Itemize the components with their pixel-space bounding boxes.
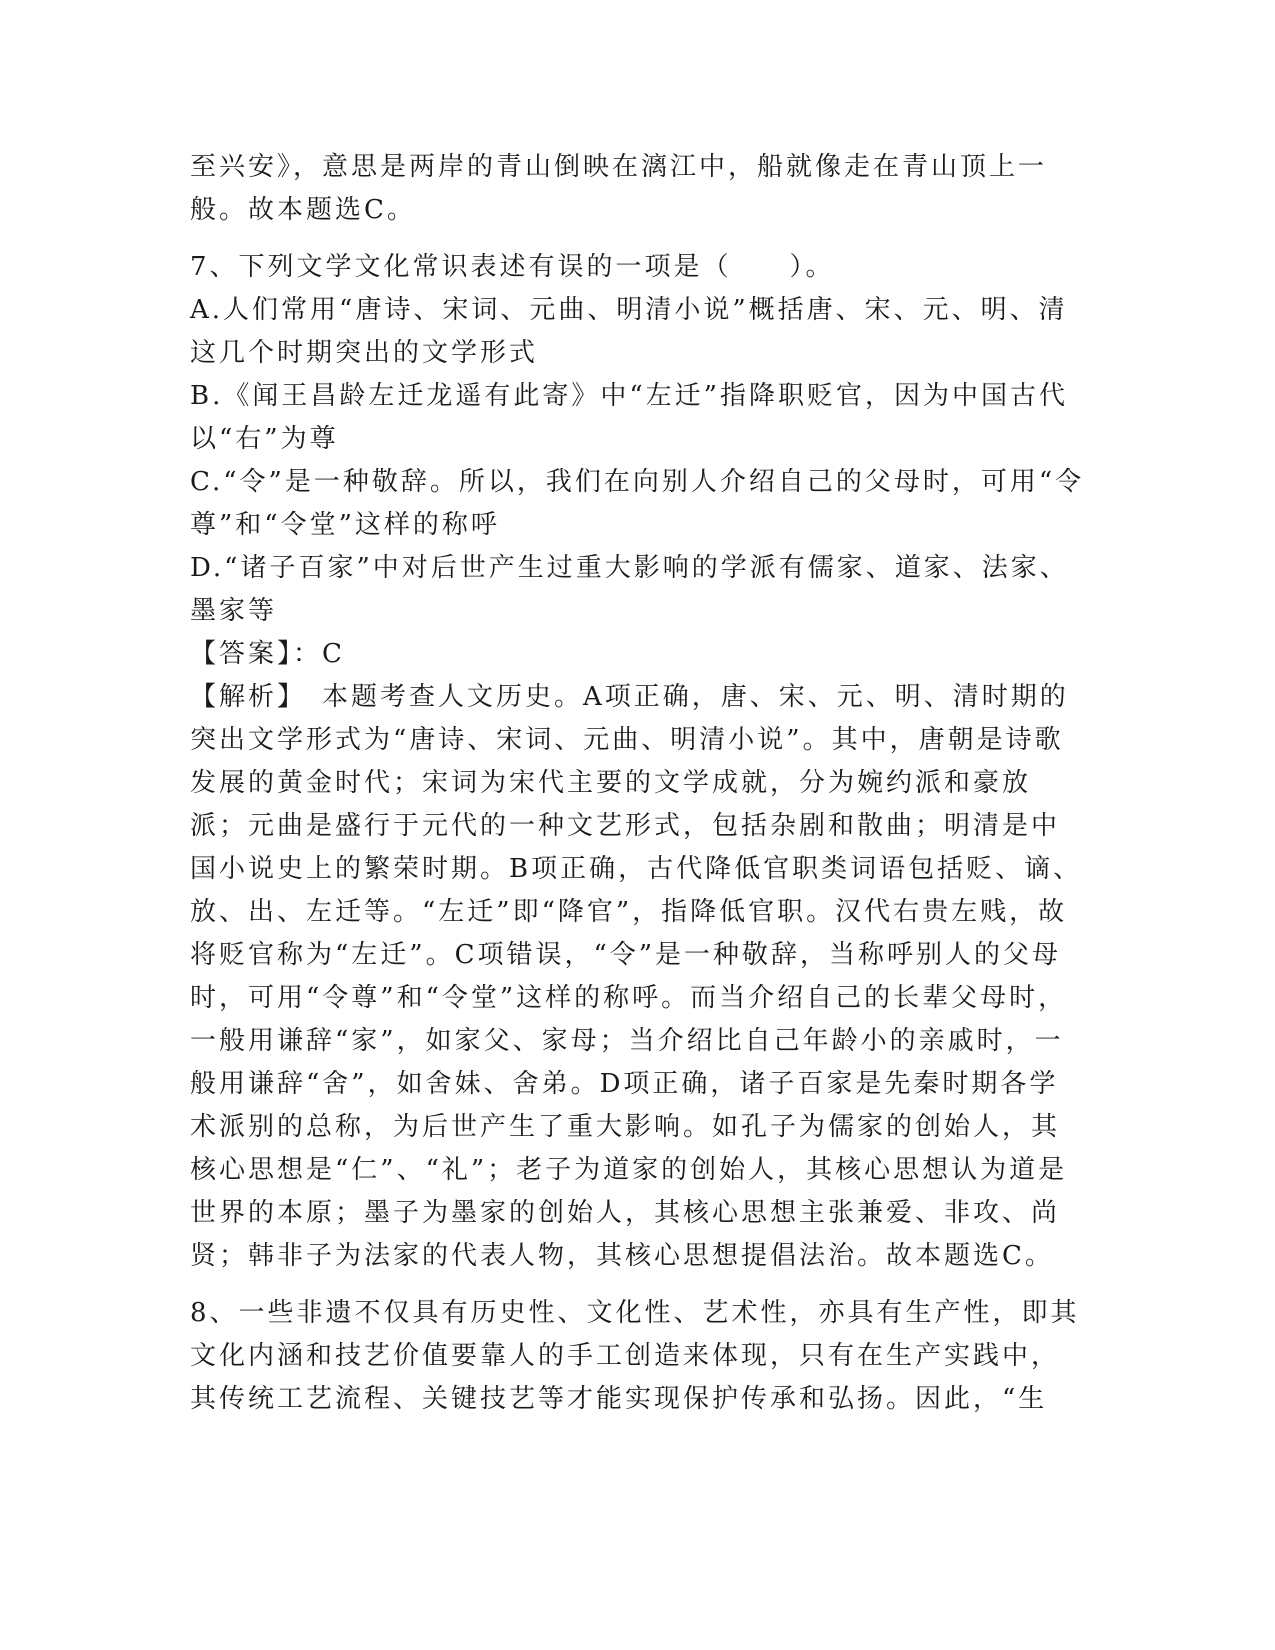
question-7-option-c: C.“令”是一种敬辞。所以，我们在向别人介绍自己的父母时，可用“令尊”和“令堂”这样的称呼 (190, 467, 1085, 540)
analysis-label: 【解析】 (190, 682, 294, 712)
document-body (190, 146, 1085, 1421)
question-7 (190, 246, 1085, 1278)
question-8 (190, 1292, 1085, 1421)
question-8-stem: 8、一些非遗不仅具有历史性、文化性、艺术性，亦具有生产性，即其文化内涵和技艺价值要靠人的手工创造来体现，只有在生产实践中，其传统工艺流程、关键技艺等才能实现保护传承和弘扬。因此，“生 (190, 1298, 1080, 1414)
answer-value: C (322, 639, 345, 669)
answer-label: 【答案】： (190, 639, 323, 669)
question-7-analysis (190, 676, 1085, 1278)
question-7-option-d: D.“诸子百家”中对后世产生过重大影响的学派有儒家、道家、法家、墨家等 (190, 553, 1069, 626)
question-7-stem: 7、下列文学文化常识表述有误的一项是（ ）。 (190, 252, 835, 282)
previous-explanation-tail: 至兴安》，意思是两岸的青山倒映在漓江中，船就像走在青山顶上一般。故本题选C。 (190, 152, 1048, 225)
question-7-option-a: A.人们常用“唐诗、宋词、元曲、明清小说”概括唐、宋、元、明、清这几个时期突出的文学形式 (190, 295, 1068, 368)
analysis-text: 本题考查人文历史。A项正确，唐、宋、元、明、清时期的突出文学形式为“唐诗、宋词、元曲、明清小说”。其中，唐朝是诗歌发展的黄金时代；宋词为宋代主要的文学成就，分为婉约派和豪放派；元曲是盛行于元代的一种文艺形式，包括杂剧和散曲；明清是中国小说史上的繁荣时期。B项正确，古代降低官职类词语包括贬、谪、放、出、左迁等。“左迁”即“降官”，指降低官职。汉代右贵左贱，故将贬官称为“左迁”。C项错误，“令”是一种敬辞，当称呼别人的父母时，可用“令尊”和“令堂”这样的称呼。而当介绍自己的长辈父母时，一般用谦辞“家”，如家父、家母；当介绍比自己年龄小的亲戚时，一般用谦辞“舍”，如舍妹、舍弟。D项正确，诸子百家是先秦时期各学术派别的总称，为后世产生了重大影响。如孔子为儒家的创始人，其核心思想是“仁”、“礼”；老子为道家的创始人，其核心思想认为道是世界的本原；墨子为墨家的创始人，其核心思想主张兼爱、非攻、尚贤；韩非子为法家的代表人物，其核心思想提倡法治。故本题选C。 (190, 682, 1083, 1271)
question-7-option-b: B.《闻王昌龄左迁龙遥有此寄》中“左迁”指降职贬官，因为中国古代以“右”为尊 (190, 381, 1068, 454)
question-7-answer (190, 633, 1085, 676)
